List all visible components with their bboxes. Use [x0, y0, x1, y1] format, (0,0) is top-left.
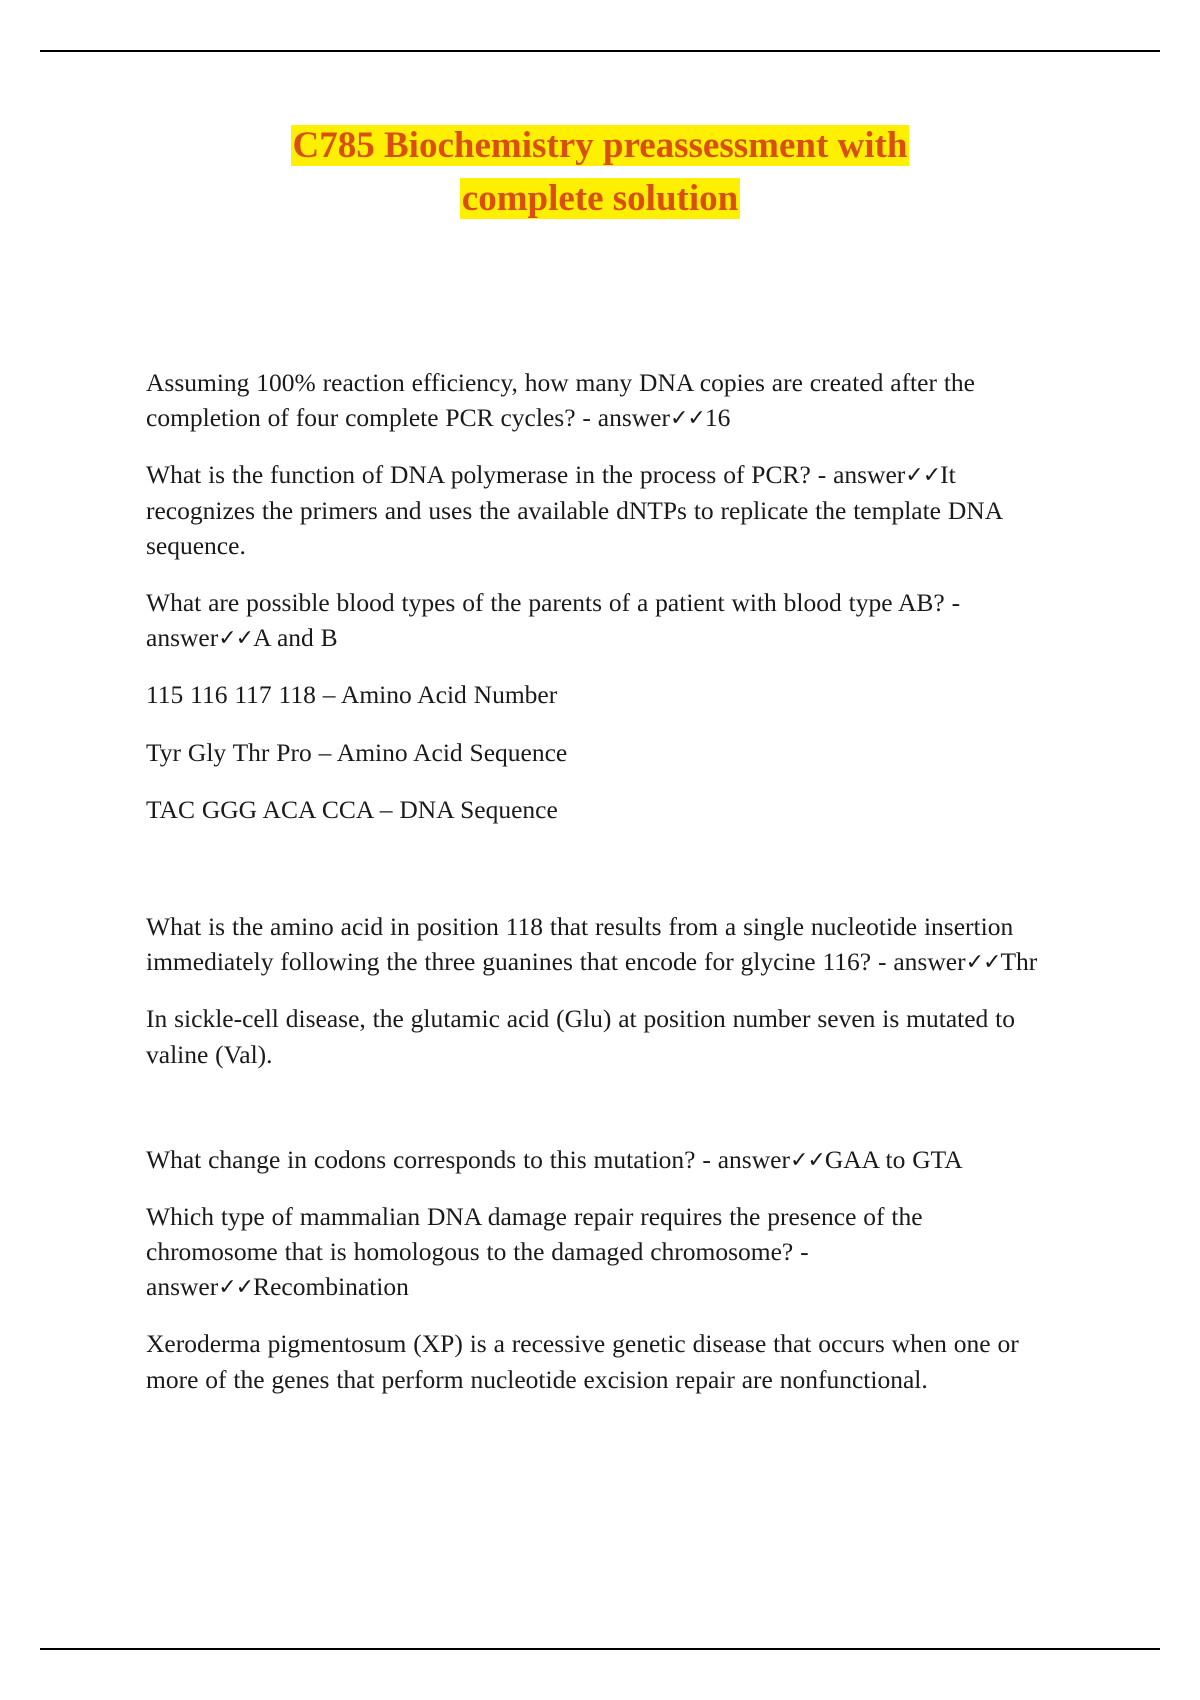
answer-check-icon: ✓✓: [789, 1147, 825, 1173]
paragraph-statement-xeroderma: [146, 1326, 1054, 1396]
answer-text: 16: [704, 403, 731, 433]
page-title: [146, 120, 1054, 225]
paragraph-statement-sickle-cell: [146, 1001, 1054, 1071]
page-title-line-1: C785 Biochemistry preassessment with: [292, 125, 908, 166]
answer-check-icon: ✓✓: [218, 1275, 254, 1301]
static-line: In sickle-cell disease, the glutamic acid (Glu) at position number seven is mutated to valine (Val).: [146, 1004, 1016, 1069]
answer-check-icon: ✓✓: [905, 463, 941, 489]
question-text: Assuming 100% reaction efficiency, how many DNA copies are created after the completion of four complete PCR cycles? - answer: [146, 368, 975, 433]
paragraph-q-codon-change: [146, 1142, 1054, 1177]
static-line: Xeroderma pigmentosum (XP) is a recessive genetic disease that occurs when one or more of the genes that perform nucleotide excision repair are nonfunctional.: [146, 1329, 1019, 1394]
paragraph-amino-acid-sequence: [146, 735, 1054, 770]
answer-text: It recognizes the primers and uses the available dNTPs to replicate the template DNA sequence.: [146, 460, 1002, 560]
static-line: TAC GGG ACA CCA – DNA Sequence: [146, 794, 558, 824]
static-line: Tyr Gly Thr Pro – Amino Acid Sequence: [146, 737, 568, 767]
answer-text: Thr: [1000, 947, 1038, 977]
question-text: What is the function of DNA polymerase in the process of PCR? - answer: [146, 460, 906, 490]
header-divider: [40, 50, 1160, 52]
answer-check-icon: ✓✓: [218, 626, 254, 652]
answer-check-icon: ✓✓: [965, 950, 1001, 976]
answer-text: A and B: [253, 623, 338, 653]
paragraph-dna-sequence: [146, 792, 1054, 827]
page-title-line-2: complete solution: [461, 177, 739, 219]
paragraph-q-dna-repair: [146, 1199, 1054, 1305]
question-text: What is the amino acid in position 118 that results from a single nucleotide insertion immediately following the three guanines that encode for glycine 116? - answer: [146, 911, 1014, 977]
paragraph-q-blood-types: [146, 585, 1054, 655]
question-text: What change in codons corresponds to this mutation? - answer: [146, 1144, 790, 1174]
question-text: What are possible blood types of the parents of a patient with blood type AB? - answer: [146, 588, 961, 653]
qa-list: [146, 365, 1054, 1397]
question-text: Which type of mammalian DNA damage repair requires the presence of the chromosome that is homologous to the damaged chromosome? - answer: [146, 1201, 923, 1302]
paragraph-q-pcr-copies: [146, 365, 1054, 435]
paragraph-q-amino-acid-118: [146, 909, 1054, 979]
paragraph-amino-acid-number: [146, 677, 1054, 712]
answer-check-icon: ✓✓: [669, 406, 705, 432]
static-line: 115 116 117 118 – Amino Acid Number: [146, 680, 558, 710]
footer-divider: [40, 1648, 1160, 1650]
document-content: [146, 120, 1054, 1419]
answer-text: GAA to GTA: [824, 1144, 963, 1174]
answer-text: Recombination: [253, 1272, 409, 1302]
paragraph-q-dna-polymerase: [146, 457, 1054, 563]
